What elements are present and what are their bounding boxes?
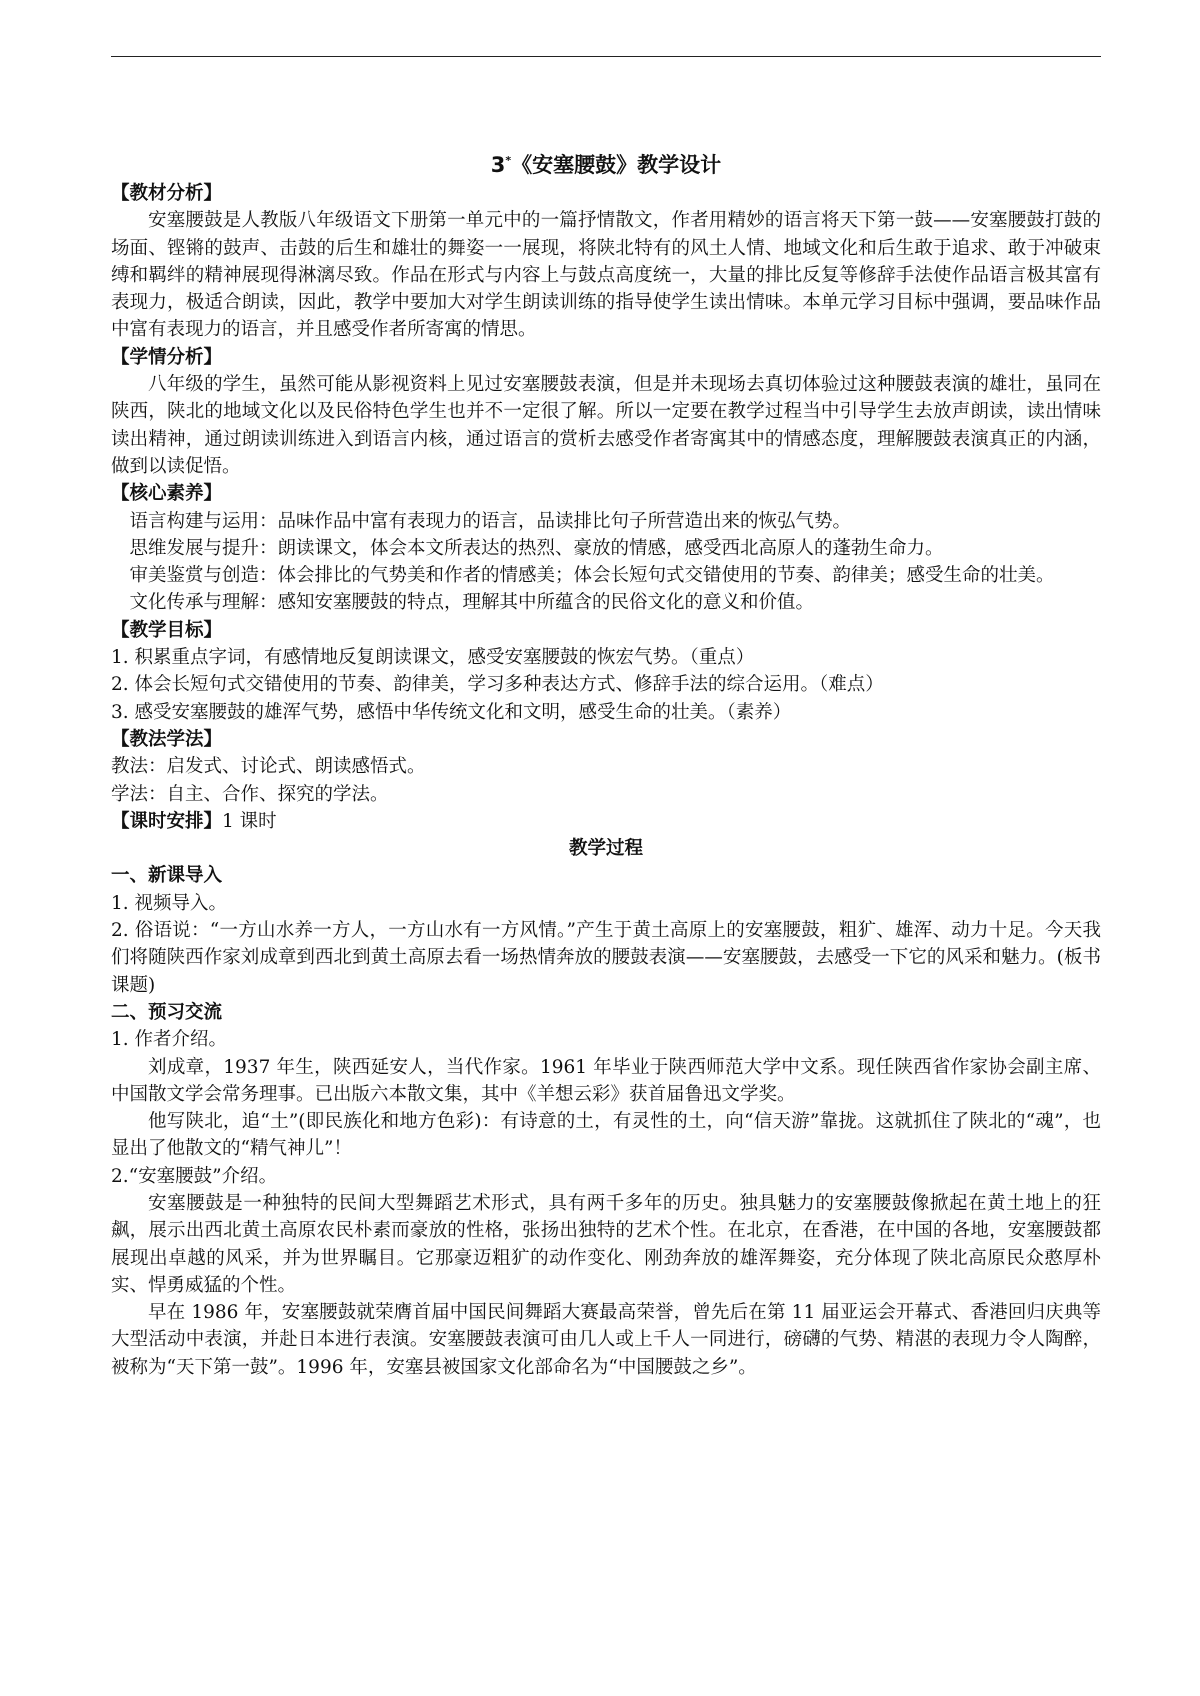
process-title: 教学过程: [568, 838, 643, 860]
teaching-goal-item: 3. 感受安塞腰鼓的雄浑气势，感悟中华传统文化和文明，感受生命的壮美。（素养）: [111, 701, 792, 723]
preview-subheading: 2.“安塞腰鼓”介绍。: [111, 1165, 278, 1187]
teaching-goal-item: 1. 积累重点字词，有感情地反复朗读课文，感受安塞腰鼓的恢宏气势。（重点）: [111, 647, 755, 669]
section-heading-core-literacy: 【核心素养】: [111, 483, 223, 505]
page-title: [111, 146, 1101, 180]
section-heading-preview: 二、预习交流: [111, 1001, 223, 1023]
section-heading-class-hours: 【课时安排】: [111, 810, 223, 832]
core-literacy-item: 文化传承与理解：感知安塞腰鼓的特点，理解其中所蕴含的民俗文化的意义和价值。: [129, 592, 815, 614]
teaching-goal-item: 2. 体会长短句式交错使用的节奏、韵律美，学习多种表达方式、修辞手法的综合运用。（难点）: [111, 674, 884, 696]
student-analysis-paragraph: 八年级的学生，虽然可能从影视资料上见过安塞腰鼓表演，但是并未现场去真切体验过这种腰鼓表演的雄壮，虽同在陕西，陕北的地域文化以及民俗特色学生也并不一定很了解。所以一定要在教学过程当中引导学生去放声朗读，读出情味读出精神，通过朗读训练进入到语言内核，通过语言的赏析去感受作者寄寓其中的情感态度，理解腰鼓表演真正的内涵，做到以读促悟。: [111, 374, 1101, 477]
class-hours-line: [111, 808, 1101, 835]
method-item: 教法：启发式、讨论式、朗读感悟式。: [111, 756, 426, 778]
section-heading-teaching-goals: 【教学目标】: [111, 619, 223, 641]
section-heading-introduction: 一、新课导入: [111, 865, 223, 887]
section-heading-methods: 【教法学法】: [111, 728, 223, 750]
section-heading-student-analysis: 【学情分析】: [111, 346, 223, 368]
class-hours-value: 1 课时: [222, 810, 277, 832]
waist-drum-paragraph: 安塞腰鼓是一种独特的民间大型舞蹈艺术形式，具有两千多年的历史。独具魅力的安塞腰鼓像掀起在黄土地上的狂飙，展示出西北黄土高原农民朴素而豪放的性格，张扬出独特的艺术个性。在北京，在香港，在中国的各地，安塞腰鼓都展现出卓越的风采，并为世界瞩目。它那豪迈粗犷的动作变化、刚劲奔放的雄浑舞姿，充分体现了陕北高原民众憨厚朴实、悍勇威猛的个性。: [111, 1192, 1101, 1296]
title-asterisk: *: [505, 154, 512, 167]
core-literacy-item: 审美鉴赏与创造：体会排比的气势美和作者的情感美；体会长短句式交错使用的节奏、韵律美；感受生命的壮美。: [129, 565, 1055, 587]
section-heading-textbook-analysis: 【教材分析】: [111, 183, 223, 204]
author-paragraph: 他写陕北，追“土”(即民族化和地方色彩)：有诗意的土，有灵性的土，向“信天游”靠拢。这就抓住了陕北的“魂”，也显出了他散文的“精气神儿”！: [111, 1111, 1101, 1160]
waist-drum-paragraph: 早在 1986 年，安塞腰鼓就荣膺首届中国民间舞蹈大赛最高荣誉，曾先后在第 11 届亚运会开幕式、香港回归庆典等大型活动中表演，并赴日本进行表演。安塞腰鼓表演可由几人或上千人一同进行，磅礴的气势、精湛的表现力令人陶醉，被称为“天下第一鼓”。1996 年，安塞县被国家文化部命名为“中国腰鼓之乡”。: [111, 1302, 1101, 1378]
introduction-item: 2. 俗语说：“一方山水养一方人，一方山水有一方风情。”产生于黄土高原上的安塞腰鼓，粗犷、雄浑、动力十足。今天我们将随陕西作家刘成章到西北到黄土高原去看一场热情奔放的腰鼓表演——安塞腰鼓，去感受一下它的风采和魅力。(板书课题): [111, 920, 1101, 996]
core-literacy-item: 语言构建与运用：品味作品中富有表现力的语言，品读排比句子所营造出来的恢弘气势。: [129, 510, 852, 532]
document-body: [111, 146, 1101, 1381]
textbook-analysis-paragraph: 安塞腰鼓是人教版八年级语文下册第一单元中的一篇抒情散文，作者用精妙的语言将天下第一鼓——安塞腰鼓打鼓的场面、铿锵的鼓声、击鼓的后生和雄壮的舞姿一一展现，将陕北特有的风土人情、地域文化和后生敢于追求、敢于冲破束缚和羁绊的精神展现得淋漓尽致。作品在形式与内容上与鼓点高度统一，大量的排比反复等修辞手法使作品语言极其富有表现力，极适合朗读，因此，教学中要加大对学生朗读训练的指导使学生读出情味。本单元学习目标中强调，要品味作品中富有表现力的语言，并且感受作者所寄寓的情思。: [111, 210, 1101, 341]
header-rule: [111, 56, 1101, 57]
preview-subheading: 1. 作者介绍。: [111, 1029, 228, 1051]
core-literacy-item: 思维发展与提升：朗读课文，体会本文所表达的热烈、豪放的情感，感受西北高原人的蓬勃生命力。: [129, 537, 944, 559]
author-paragraph: 刘成章，1937 年生，陕西延安人，当代作家。1961 年毕业于陕西师范大学中文系。现任陕西省作家协会副主席、中国散文学会常务理事。已出版六本散文集，其中《羊想云彩》获首届鲁迅文学奖。: [111, 1056, 1101, 1105]
title-number: 3: [490, 153, 506, 177]
method-item: 学法：自主、合作、探究的学法。: [111, 783, 389, 805]
title-text: 《安塞腰鼓》教学设计: [511, 153, 722, 177]
introduction-item: 1. 视频导入。: [111, 892, 228, 914]
